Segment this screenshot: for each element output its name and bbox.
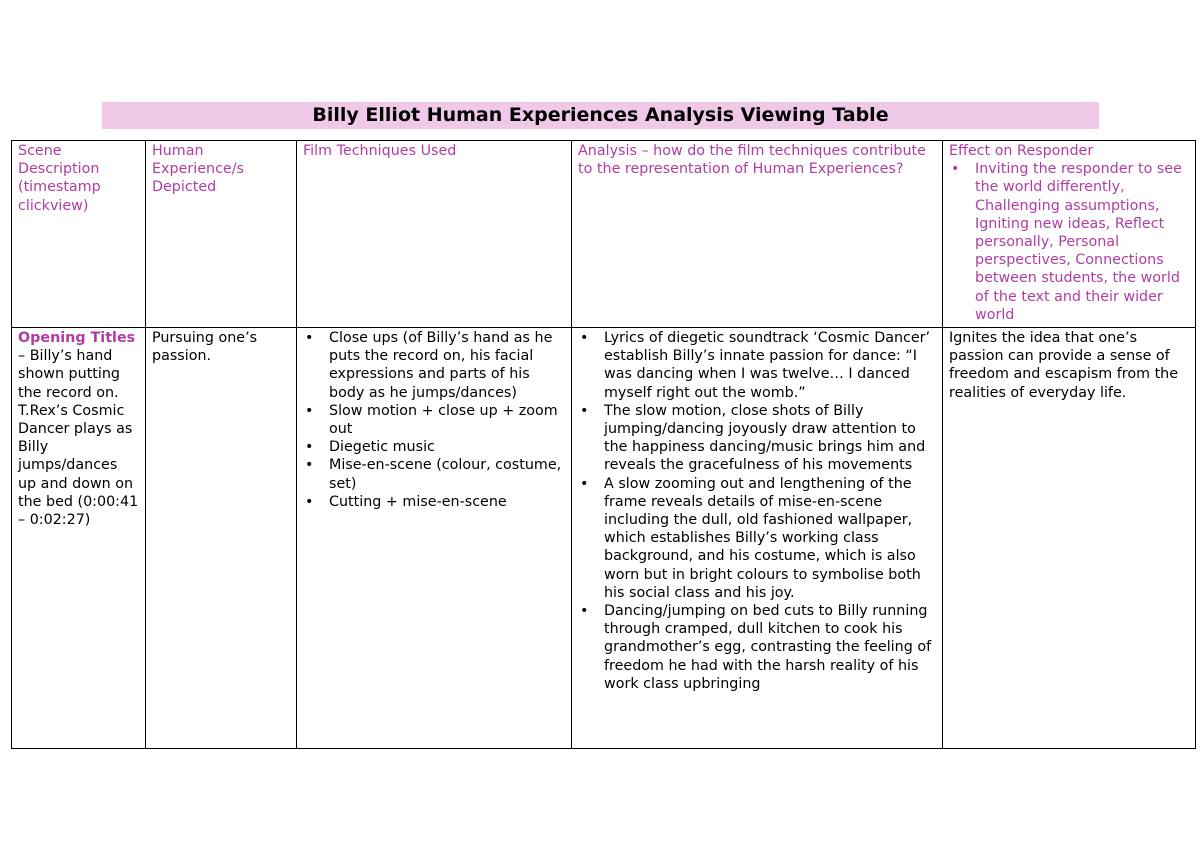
techniques-list xyxy=(303,329,565,511)
header-human-experience: Human Experience/s Depicted xyxy=(146,141,297,328)
scene-description-cell xyxy=(12,328,146,749)
effect-header-title: Effect on Responder xyxy=(949,143,1094,159)
technique-item: • Slow motion + close up + zoom out xyxy=(303,402,565,438)
header-effect-on-responder xyxy=(943,141,1196,328)
analysis-item: • The slow motion, close shots of Billy jumping/dancing joyously draw attention to the happiness dancing/music brings him and reveals the gracefulness of his movements xyxy=(578,402,936,475)
analysis-cell xyxy=(572,328,943,749)
header-scene-description: Scene Description (timestamp clickview) xyxy=(12,141,146,328)
scene-heading: Opening Titles xyxy=(18,330,136,346)
header-film-techniques: Film Techniques Used xyxy=(297,141,572,328)
scene-text: – Billy’s hand shown putting the record on. T.Rex’s Cosmic Dancer plays as Billy jumps/dances up and down on the bed (0:00:41 – 0:02:27) xyxy=(18,348,139,529)
analysis-item: • A slow zooming out and lengthening of the frame reveals details of mise-en-scene including the dull, old fashioned wallpaper, which establishes Billy’s working class background, and his costume, which is also worn but in bright colours to symbolise both his social class and his joy. xyxy=(578,475,936,602)
effect-on-responder-cell: Ignites the idea that one’s passion can provide a sense of freedom and escapism from the realities of everyday life. xyxy=(943,328,1196,749)
analysis-item: • Lyrics of diegetic soundtrack ‘Cosmic Dancer’ establish Billy’s innate passion for dance: “I was dancing when I was twelve… I danced myself right out the womb.” xyxy=(578,329,936,402)
technique-item: • Diegetic music xyxy=(303,438,565,456)
header-analysis: Analysis – how do the film techniques contribute to the representation of Human Experiences? xyxy=(572,141,943,328)
page-title: Billy Elliot Human Experiences Analysis Viewing Table xyxy=(102,102,1099,129)
analysis-item: • Dancing/jumping on bed cuts to Billy running through cramped, dull kitchen to cook his grandmother’s egg, contrasting the feeling of freedom he had with the harsh reality of his work class upbringing xyxy=(578,602,936,693)
technique-item: • Cutting + mise-en-scene xyxy=(303,493,565,511)
analysis-table xyxy=(11,140,1196,749)
film-techniques-cell xyxy=(297,328,572,749)
technique-item: • Close ups (of Billy’s hand as he puts the record on, his facial expressions and parts of his body as he jumps/dances) xyxy=(303,329,565,402)
table-row xyxy=(12,328,1196,749)
effect-header-bullet: • Inviting the responder to see the world differently, Challenging assumptions, Igniting new ideas, Reflect personally, Personal perspectives, Connections between students, the world of the text and their wider world xyxy=(949,160,1189,324)
analysis-list xyxy=(578,329,936,693)
human-experience-cell: Pursuing one’s passion. xyxy=(146,328,297,749)
table-header-row xyxy=(12,141,1196,328)
effect-header-list xyxy=(949,160,1189,324)
technique-item: • Mise-en-scene (colour, costume, set) xyxy=(303,456,565,492)
